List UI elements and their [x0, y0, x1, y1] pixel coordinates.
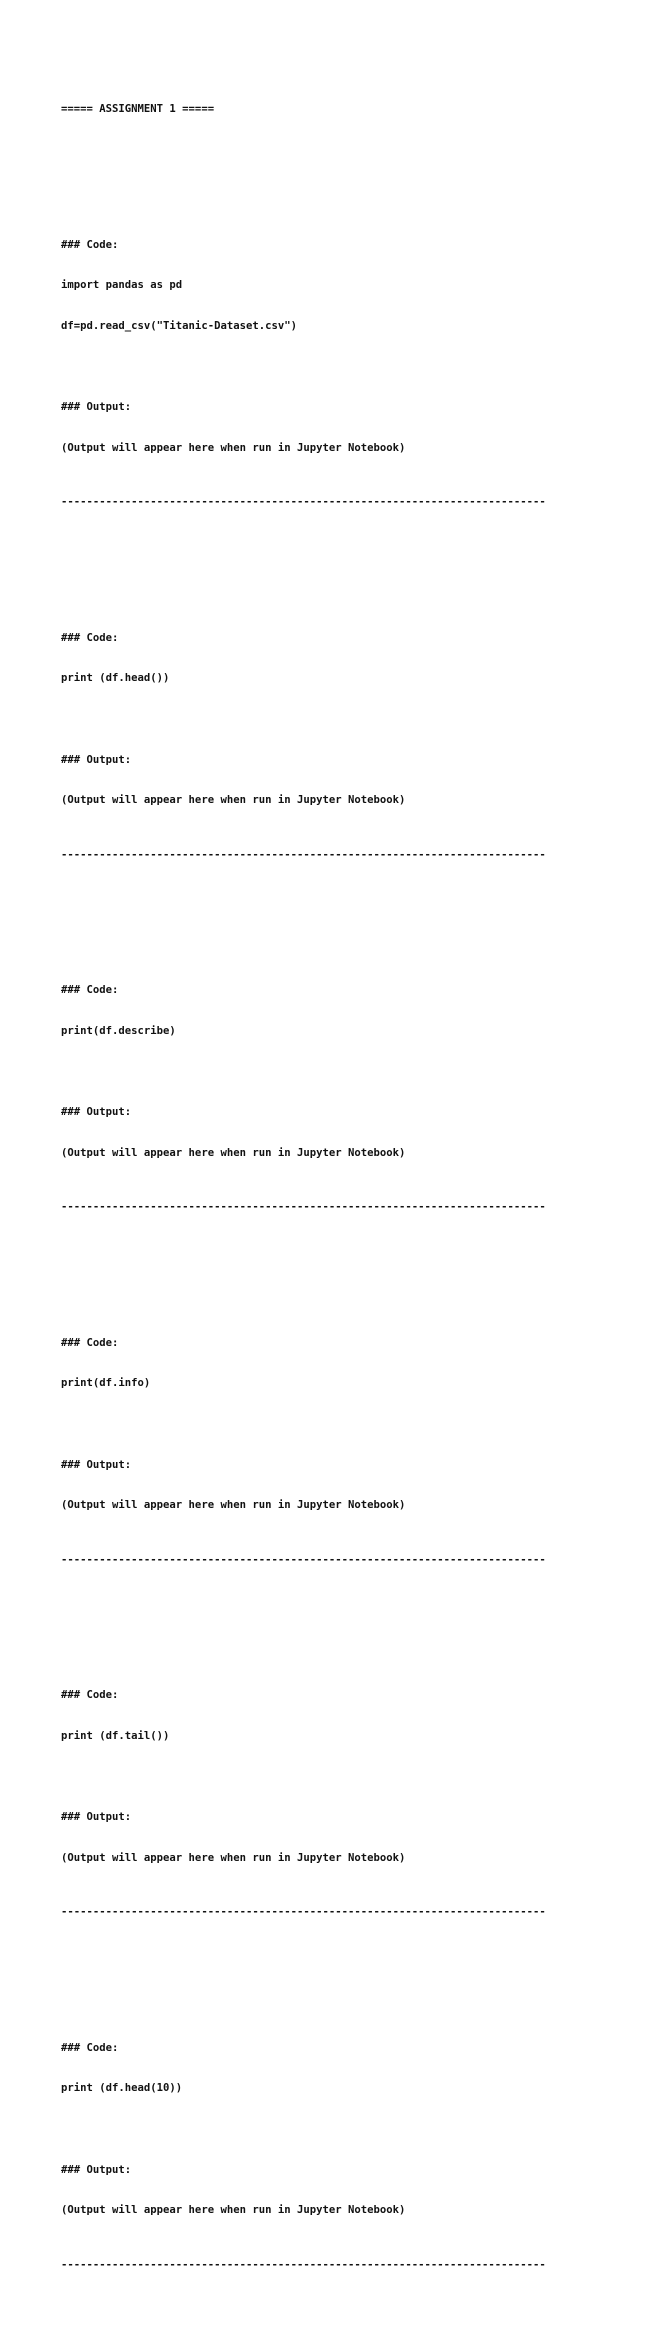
code-section [61, 1662, 581, 1961]
code-line: print(df.info) [61, 1377, 151, 1389]
document-body [61, 76, 581, 2340]
output-placeholder: (Output will appear here when run in Jupyter Notebook) [61, 2204, 406, 2216]
code-heading: ### Code: [61, 1336, 119, 1349]
title-gap [61, 144, 581, 158]
code-section [61, 2015, 581, 2314]
output-heading: ### Output: [61, 401, 132, 413]
code-heading: ### Code: [61, 2041, 119, 2054]
code-line: df=pd.read_csv("Titanic-Dataset.csv") [61, 319, 297, 332]
output-heading: ### Output: [61, 753, 132, 766]
code-section [61, 957, 581, 1256]
output-heading: ### Output: [61, 1811, 132, 1823]
section-divider: ---------------------------------------------------------------------------- [61, 1906, 546, 1918]
section-gap [61, 1065, 581, 1079]
code-heading: ### Code: [61, 631, 119, 644]
section-divider: ---------------------------------------------------------------------------- [61, 1553, 546, 1566]
output-placeholder: (Output will appear here when run in Jupyter Notebook) [61, 794, 406, 806]
section-gap [61, 2123, 581, 2137]
output-heading: ### Output: [61, 1106, 132, 1118]
output-heading: ### Output: [61, 2163, 132, 2176]
code-line: import pandas as pd [61, 279, 183, 291]
code-line: print (df.head(10)) [61, 2082, 183, 2094]
assignment-title: ===== ASSIGNMENT 1 ===== [61, 103, 215, 115]
section-divider: ---------------------------------------------------------------------------- [61, 1201, 546, 1213]
code-heading: ### Code: [61, 1689, 119, 1701]
section-divider: ---------------------------------------------------------------------------- [61, 848, 546, 861]
code-section [61, 605, 581, 904]
code-section [61, 212, 581, 551]
code-line: print (df.tail()) [61, 1729, 170, 1742]
section-gap [61, 360, 581, 374]
output-placeholder: (Output will appear here when run in Jupyter Notebook) [61, 441, 406, 454]
code-line: print(df.describe) [61, 1024, 176, 1037]
section-divider: ---------------------------------------------------------------------------- [61, 2258, 546, 2271]
code-section [61, 1310, 581, 1609]
output-placeholder: (Output will appear here when run in Jupyter Notebook) [61, 1499, 406, 1511]
code-line: print (df.head()) [61, 672, 170, 684]
section-gap [61, 713, 581, 727]
output-heading: ### Output: [61, 1458, 132, 1471]
output-placeholder: (Output will appear here when run in Jupyter Notebook) [61, 1851, 406, 1864]
section-gap [61, 1770, 581, 1784]
code-heading: ### Code: [61, 984, 119, 996]
section-divider: ---------------------------------------------------------------------------- [61, 496, 546, 508]
output-placeholder: (Output will appear here when run in Jupyter Notebook) [61, 1146, 406, 1159]
section-gap [61, 1418, 581, 1432]
code-heading: ### Code: [61, 238, 119, 251]
